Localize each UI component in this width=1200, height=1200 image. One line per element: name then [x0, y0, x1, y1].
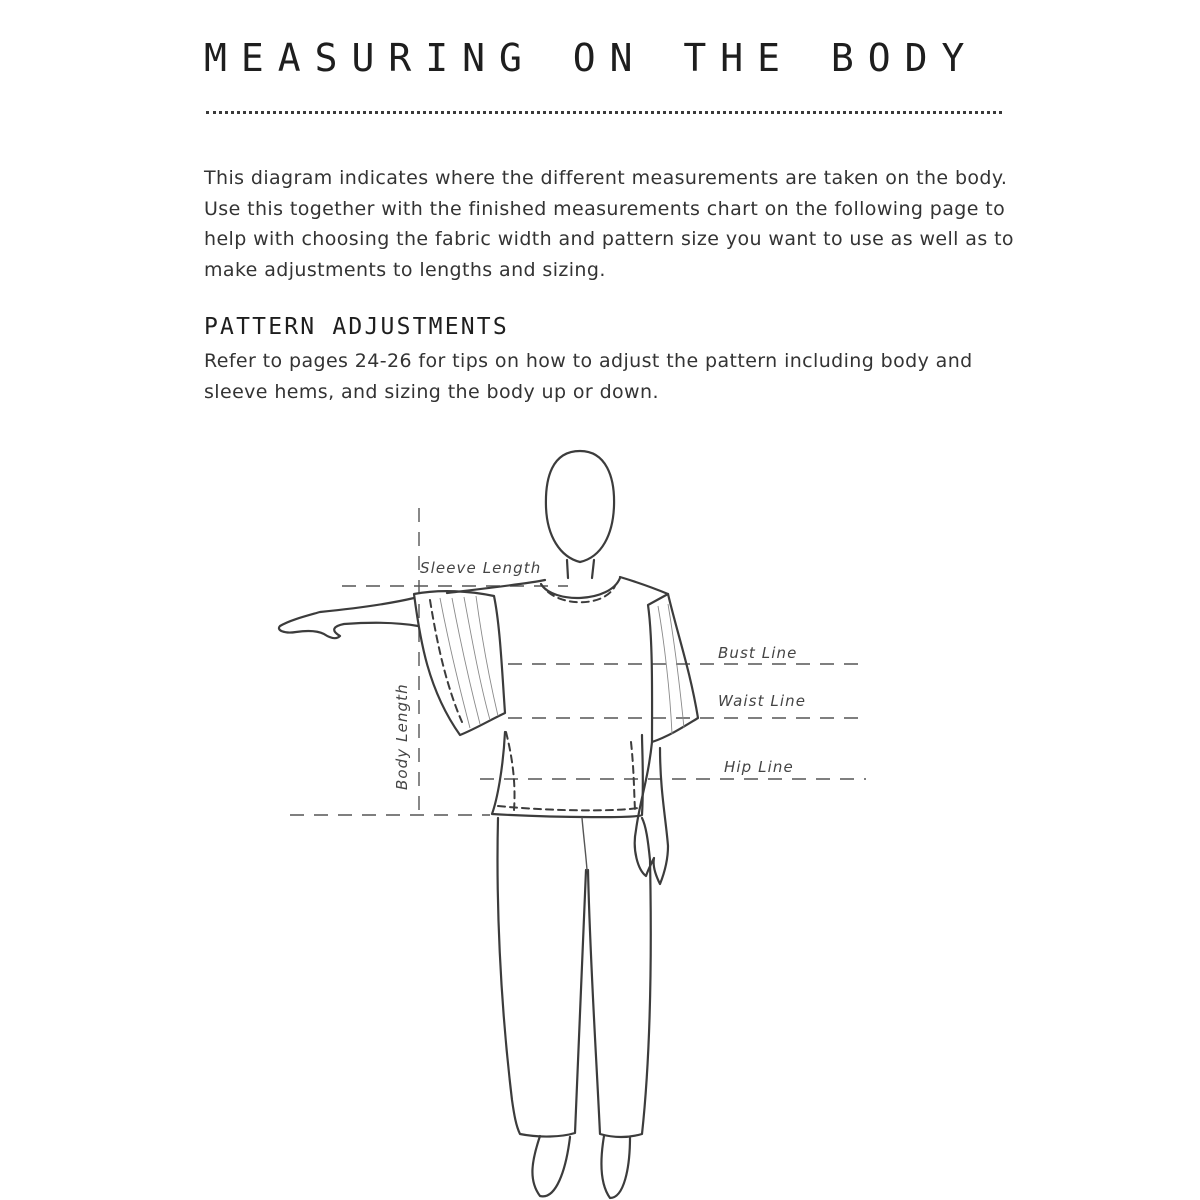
- trousers-outline: [498, 818, 651, 1137]
- intro-paragraph: This diagram indicates where the different measurements are taken on the body. Use this together with the finished measurements chart on the following page to help with choosing the fabric width and pattern size you want to use as well as to make adjustments to lengths and sizing.: [204, 167, 1014, 281]
- body-length-label: Body Length: [393, 683, 411, 790]
- top-body-outline: [447, 577, 668, 817]
- dotted-divider: [206, 111, 1002, 114]
- pattern-adjustments-heading: PATTERN ADJUSTMENTS: [204, 314, 509, 340]
- neckline: [541, 578, 620, 598]
- neckline-stitching: [548, 586, 615, 602]
- figure-trousers: [498, 818, 651, 1137]
- bust-line-label: Bust Line: [718, 644, 798, 662]
- sleeve-pleat-lines: [440, 596, 684, 734]
- figure-feet: [532, 1136, 630, 1198]
- measurement-guides: [290, 508, 866, 818]
- right-shoe-outline: [602, 1136, 630, 1198]
- left-arm-outline: [279, 598, 418, 638]
- left-sleeve-outline: [414, 591, 505, 735]
- right-arm-outline: [635, 742, 668, 884]
- left-shoe-outline: [532, 1136, 570, 1196]
- sleeve-length-label: Sleeve Length: [420, 559, 542, 577]
- waist-line-label: Waist Line: [718, 692, 807, 710]
- left-sleeve-hem-stitching: [430, 600, 462, 722]
- figure-top: [414, 577, 698, 817]
- figure-arms: [279, 598, 668, 884]
- neck-outline: [567, 560, 594, 578]
- trousers-center-seam: [582, 818, 587, 870]
- page-title: MEASURING ON THE BODY: [204, 36, 979, 80]
- top-hem-stitching: [498, 806, 638, 810]
- hip-line-label: Hip Line: [724, 758, 794, 776]
- body-side-stitching: [506, 732, 635, 810]
- pattern-adjustments-text: Refer to pages 24-26 for tips on how to adjust the pattern including body and sleeve hems, and sizing the body up or down.: [204, 350, 973, 403]
- right-sleeve-outline: [648, 594, 698, 742]
- figure-head: [546, 451, 614, 578]
- head-outline: [546, 451, 614, 562]
